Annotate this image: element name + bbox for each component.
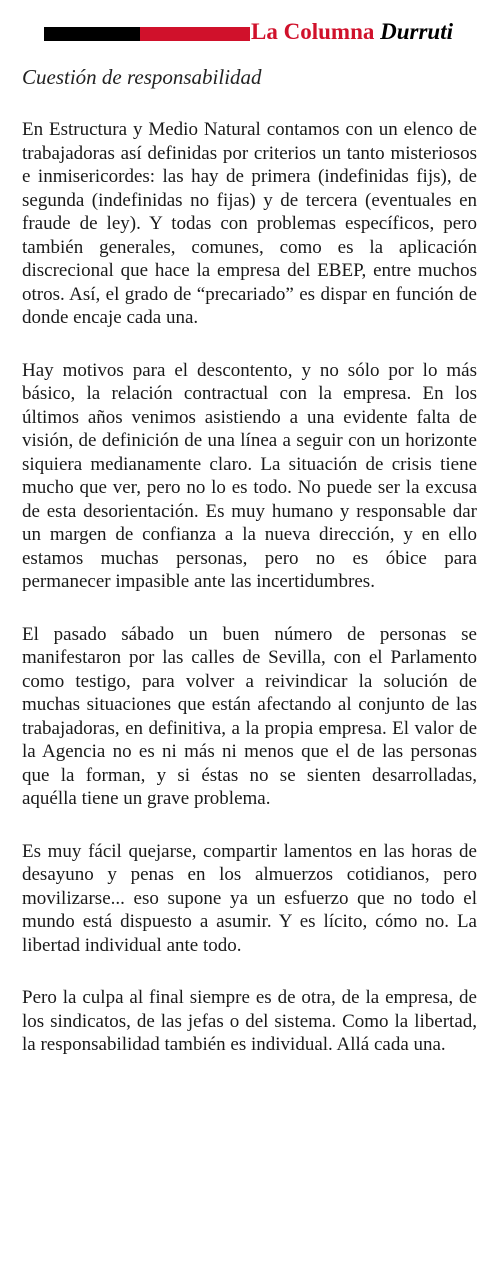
masthead-column-name: Durruti [380,19,453,44]
article-paragraph-1: En Estructura y Medio Natural contamos con un elenco de trabajadoras así definidas por criterios un tanto misteriosos e inmisericordes: las hay de primera (indefinidas fijs), de segunda (indefinidas no fijas) y de tercera (eventuales en fraude de ley). Y todas con problemas específicos, pero también generales, comunes, como es la aplicación discrecional que hace la empresa del EBEP, entre muchos otros. Así, el grado de “precariado” es dispar en función de donde encaje cada una. [22,119,477,328]
article-paragraph-3: El pasado sábado un buen número de personas se manifestaron por las calles de Sevilla, con el Parlamento como testigo, para volver a reivindicar la solución de muchas situaciones que están afectando al conjunto de las trabajadoras, en definitiva, a la propia empresa. El valor de la Agencia no es ni más ni menos que el de las personas que la forman, y si éstas no se sienten desarrolladas, aquélla tiene un grave problema. [22,623,477,809]
masthead-column-label: La Columna [251,19,375,44]
article-title: Cuestión de responsabilidad [22,65,262,89]
article-paragraph-5: Pero la culpa al final siempre es de otra, de la empresa, de los sindicatos, de las jefas o del sistema. Como la libertad, la responsabilidad también es individual. Allá cada una. [22,987,477,1055]
article-paragraph-2: Hay motivos para el descontento, y no sólo por lo más básico, la relación contractual con la empresa. En los últimos años venimos asistiendo a una evidente falta de visión, de definición de una línea a seguir con un horizonte siquiera medianamente claro. La situación de crisis tiene mucho que ver, pero no lo es todo. No puede ser la excusa de esta desorientación. Es muy humano y responsable dar un margen de confianza a la nueva dirección, y en ello estamos muchas personas, pero no es óbice para permanecer impasible ante las incertidumbres. [22,359,477,592]
column-masthead [251,18,453,46]
article-paragraph-4: Es muy fácil quejarse, compartir lamentos en las horas de desayuno y penas en los almuerzos cotidianos, pero movilizarse... eso supone ya un esfuerzo que no todo el mundo está dispuesto a asumir. Y es lícito, cómo no. La libertad individual ante todo. [22,840,477,956]
masthead-header [22,0,477,44]
article-body [22,118,477,1057]
masthead-red-bar [140,27,250,41]
masthead-black-bar [44,27,140,41]
